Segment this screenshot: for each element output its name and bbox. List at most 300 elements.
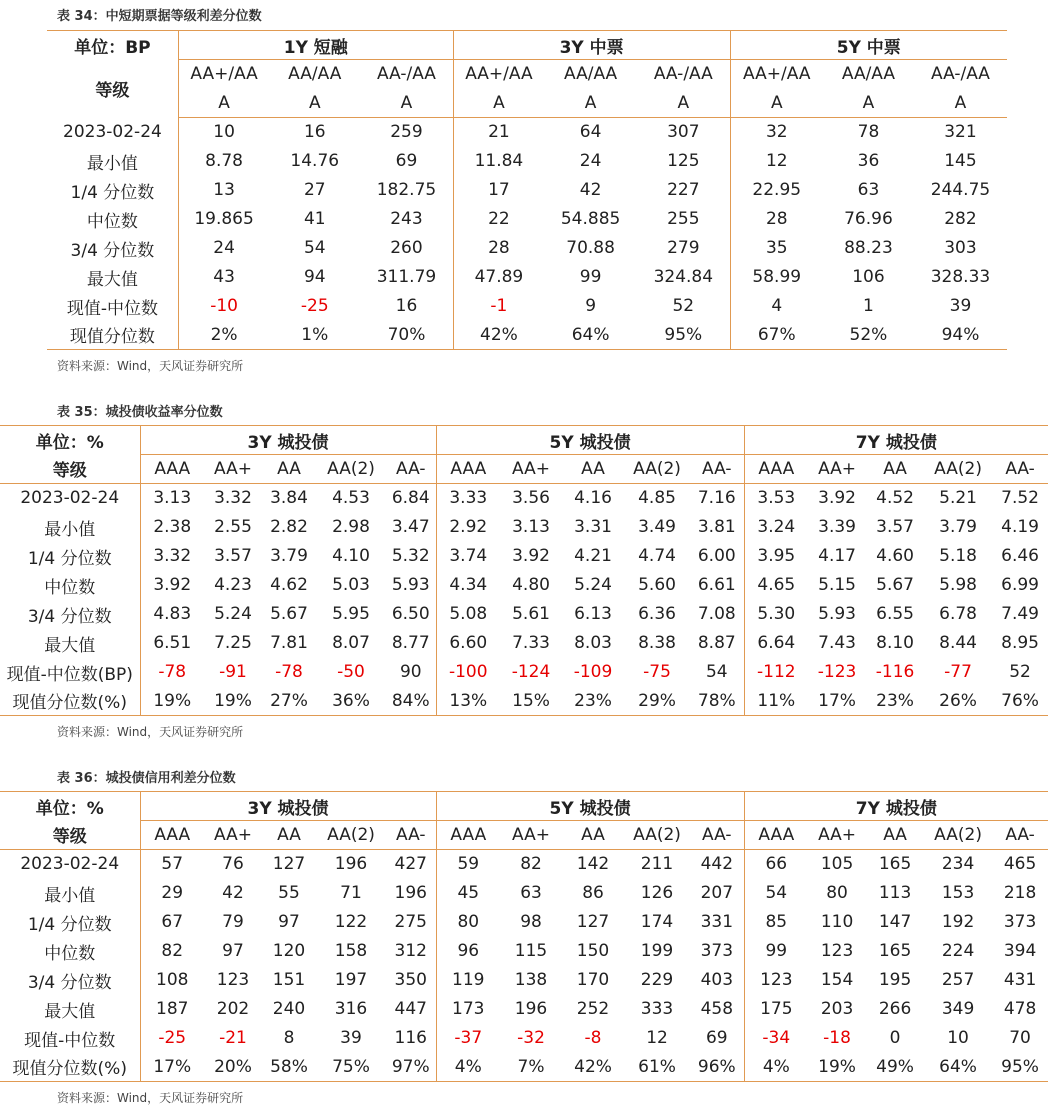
table-cell: 16 bbox=[395, 296, 418, 316]
column-header: AA bbox=[562, 821, 624, 850]
column-header: AA/AA bbox=[564, 64, 618, 85]
table-cell: 3.57 bbox=[214, 546, 252, 566]
table-cell: 138 bbox=[514, 970, 548, 990]
row-label: 最大值 bbox=[44, 1001, 96, 1022]
table-row bbox=[0, 687, 1048, 716]
column-header: AA- bbox=[386, 821, 436, 850]
group-header: 3Y 城投债 bbox=[140, 426, 436, 455]
table-cell: 312 bbox=[394, 941, 427, 961]
table-cell: 14.76 bbox=[290, 151, 340, 171]
table-cell: 67% bbox=[730, 321, 823, 350]
table-cell: 3.31 bbox=[574, 517, 612, 537]
table-cell: 28 bbox=[453, 234, 544, 263]
table-cell: 0 bbox=[889, 1028, 901, 1048]
table-cell: 5.93 bbox=[818, 604, 856, 624]
column-header: AAA bbox=[436, 821, 500, 850]
table-cell: 196 bbox=[334, 854, 368, 875]
group-header: 7Y 城投债 bbox=[744, 426, 1048, 455]
column-header: AA(2) bbox=[924, 821, 992, 850]
column-header: A bbox=[269, 89, 360, 118]
table-cell: 4.83 bbox=[140, 600, 204, 629]
table-cell: 6.51 bbox=[140, 629, 204, 658]
table-cell: 4.19 bbox=[1001, 517, 1039, 537]
table-cell: 97% bbox=[386, 1053, 436, 1082]
table-cell: 5.93 bbox=[391, 575, 430, 595]
table-cell: 6.36 bbox=[638, 604, 676, 624]
table-cell: 2.98 bbox=[332, 517, 370, 537]
table-cell: 10 bbox=[178, 118, 269, 147]
table-cell: 27% bbox=[262, 687, 316, 716]
table-cell: 49% bbox=[866, 1053, 924, 1082]
table-cell: 8.87 bbox=[697, 633, 736, 653]
table-cell: 69 bbox=[395, 151, 418, 171]
table-cell: 5.21 bbox=[939, 488, 977, 509]
table-cell: 150 bbox=[576, 941, 610, 961]
column-header: AA bbox=[262, 821, 316, 850]
table-cell: 106 bbox=[852, 267, 885, 287]
table-cell: 4% bbox=[436, 1053, 500, 1082]
unit-label: 单位：% bbox=[0, 426, 140, 455]
table-cell: 2% bbox=[178, 321, 269, 350]
table-cell: 6.13 bbox=[574, 604, 612, 624]
table-cell: 182.75 bbox=[376, 180, 437, 200]
table-34-source: 资料来源：Wind，天风证券研究所 bbox=[57, 359, 244, 373]
column-header: AA- bbox=[690, 821, 744, 850]
table-cell: 196 bbox=[514, 999, 548, 1019]
table-cell: 99 bbox=[579, 267, 602, 287]
table-cell: 3.84 bbox=[270, 488, 308, 509]
row-label: 2023-02-24 bbox=[20, 854, 120, 875]
table-cell: -75 bbox=[643, 662, 671, 682]
table-cell: 192 bbox=[941, 912, 975, 932]
table-cell: 6.46 bbox=[1001, 546, 1039, 566]
row-label: 1/4 分位数 bbox=[27, 548, 112, 569]
table-cell: 373 bbox=[700, 941, 734, 961]
table-cell: 7.25 bbox=[214, 633, 252, 653]
table-cell: 255 bbox=[667, 209, 700, 229]
table-cell: 9 bbox=[585, 296, 597, 316]
table-row bbox=[0, 600, 1048, 629]
table-row bbox=[0, 1053, 1048, 1082]
table-cell: 3.13 bbox=[140, 484, 204, 513]
column-header: AA/AA bbox=[841, 64, 896, 85]
table-cell: 123 bbox=[216, 970, 250, 990]
table-cell: 4.21 bbox=[574, 546, 612, 566]
table-cell: 47.89 bbox=[453, 263, 544, 292]
column-header: AA+/AA bbox=[730, 60, 823, 89]
row-label: 3/4 分位数 bbox=[70, 240, 155, 261]
table-cell: 3.32 bbox=[140, 542, 204, 571]
table-cell: 45 bbox=[436, 879, 500, 908]
table-cell: 4.65 bbox=[744, 571, 808, 600]
table-cell: 202 bbox=[216, 999, 250, 1019]
table-cell: 243 bbox=[390, 209, 423, 229]
table-cell: -34 bbox=[744, 1024, 808, 1053]
table-cell: 3.95 bbox=[744, 542, 808, 571]
table-cell: 3.74 bbox=[436, 542, 500, 571]
table-cell: -100 bbox=[436, 658, 500, 687]
table-cell: -50 bbox=[337, 662, 365, 682]
table-row bbox=[47, 292, 1007, 321]
row-label: 最小值 bbox=[86, 153, 138, 174]
table-cell: 5.24 bbox=[574, 575, 612, 595]
table-cell: 94 bbox=[303, 267, 326, 287]
row-label: 1/4 分位数 bbox=[70, 182, 155, 203]
row-label: 中位数 bbox=[86, 211, 138, 232]
table-cell: 4.17 bbox=[818, 546, 856, 566]
table-cell: -8 bbox=[584, 1028, 602, 1048]
table-cell: 119 bbox=[436, 966, 500, 995]
table-cell: 427 bbox=[394, 854, 427, 875]
table-cell: 19% bbox=[204, 687, 262, 716]
table-row bbox=[0, 513, 1048, 542]
table-cell: 20% bbox=[204, 1053, 262, 1082]
table-cell: 36 bbox=[857, 151, 880, 171]
table-cell: 70% bbox=[360, 321, 453, 350]
table-cell: 52 bbox=[1009, 662, 1031, 682]
table-cell: 6.55 bbox=[876, 604, 914, 624]
table-cell: 95% bbox=[992, 1053, 1048, 1082]
table-cell: 11.84 bbox=[453, 147, 544, 176]
table-cell: 3.56 bbox=[512, 488, 550, 509]
table-cell: -1 bbox=[453, 292, 544, 321]
table-cell: 321 bbox=[944, 122, 977, 143]
table-cell: 84% bbox=[386, 687, 436, 716]
table-row bbox=[0, 995, 1048, 1024]
group-header: 1Y 短融 bbox=[178, 31, 453, 60]
table-cell: 478 bbox=[1003, 999, 1037, 1019]
column-header: A bbox=[637, 89, 730, 118]
table-cell: -32 bbox=[517, 1028, 545, 1048]
row-label: 现值-中位数 bbox=[24, 1030, 116, 1051]
table-cell: 260 bbox=[390, 238, 423, 258]
table-cell: 10 bbox=[947, 1028, 969, 1048]
table-cell: 12 bbox=[730, 147, 823, 176]
table-cell: 4.74 bbox=[638, 546, 676, 566]
column-header: AA(2) bbox=[624, 455, 690, 484]
table-cell: 3.53 bbox=[744, 484, 808, 513]
table-cell: 266 bbox=[878, 999, 912, 1019]
table-cell: -116 bbox=[875, 662, 915, 682]
table-row bbox=[0, 879, 1048, 908]
table-cell: -123 bbox=[817, 662, 857, 682]
table-cell: 15% bbox=[500, 687, 562, 716]
column-header: AA bbox=[866, 455, 924, 484]
table-cell: 3.47 bbox=[391, 517, 430, 537]
table-cell: 151 bbox=[272, 970, 306, 990]
table-cell: 349 bbox=[941, 999, 975, 1019]
row-label: 2023-02-24 bbox=[63, 122, 162, 142]
table-cell: 5.61 bbox=[512, 604, 550, 624]
row-label: 现值分位数 bbox=[47, 321, 178, 350]
table-cell: -109 bbox=[573, 662, 613, 682]
table-cell: 333 bbox=[640, 999, 674, 1019]
table-cell: 24 bbox=[178, 234, 269, 263]
table-cell: 22 bbox=[453, 205, 544, 234]
table-cell: 8.78 bbox=[178, 147, 269, 176]
table-cell: 22.95 bbox=[730, 176, 823, 205]
table-cell: 4.10 bbox=[332, 546, 370, 566]
table-cell: 165 bbox=[878, 941, 912, 961]
table-cell: 3.57 bbox=[876, 517, 914, 537]
table-cell: 94% bbox=[914, 321, 1007, 350]
table-cell: 3.13 bbox=[512, 517, 550, 537]
table-cell: -21 bbox=[219, 1028, 247, 1048]
table-cell: 42 bbox=[222, 883, 244, 903]
table-cell: 52% bbox=[823, 321, 914, 350]
column-header: AA+ bbox=[500, 455, 562, 484]
table-cell: 76.96 bbox=[844, 209, 893, 229]
table-cell: 7.16 bbox=[697, 488, 736, 509]
table-cell: 218 bbox=[1003, 883, 1037, 903]
table-cell: 5.03 bbox=[332, 575, 370, 595]
table-cell: 4.85 bbox=[638, 488, 676, 509]
table-cell: 147 bbox=[878, 912, 912, 932]
table-cell: -78 bbox=[140, 658, 204, 687]
column-header: AA- bbox=[690, 455, 744, 484]
table-cell: 403 bbox=[700, 970, 734, 990]
column-header: A bbox=[914, 89, 1007, 118]
table-cell: 78 bbox=[857, 122, 880, 143]
table-cell: 4.80 bbox=[512, 575, 550, 595]
table-cell: 7% bbox=[500, 1053, 562, 1082]
table-cell: 105 bbox=[820, 854, 854, 875]
table-cell: 3.81 bbox=[697, 517, 736, 537]
table-cell: 244.75 bbox=[930, 180, 991, 200]
table-cell: 4.52 bbox=[876, 488, 914, 509]
table-cell: 275 bbox=[394, 912, 427, 932]
row-label: 现值分位数(%) bbox=[0, 1053, 140, 1082]
table-cell: 36% bbox=[316, 687, 386, 716]
table-cell: 108 bbox=[140, 966, 204, 995]
table-cell: 21 bbox=[453, 118, 544, 147]
table-cell: 126 bbox=[640, 883, 674, 903]
row-label: 3/4 分位数 bbox=[27, 606, 112, 627]
table-cell: 96 bbox=[436, 937, 500, 966]
grade-label: 等级 bbox=[0, 821, 140, 850]
table-35-source: 资料来源：Wind，天风证券研究所 bbox=[57, 725, 244, 739]
table-cell: 195 bbox=[878, 970, 912, 990]
table-cell: 153 bbox=[941, 883, 975, 903]
column-header: AA bbox=[562, 455, 624, 484]
table-cell: 207 bbox=[700, 883, 734, 903]
table-cell: 3.32 bbox=[214, 488, 252, 509]
table-cell: 3.79 bbox=[270, 546, 308, 566]
table-cell: 5.24 bbox=[214, 604, 252, 624]
table-cell: 7.08 bbox=[697, 604, 736, 624]
table-cell: 316 bbox=[334, 999, 368, 1019]
table-cell: 123 bbox=[820, 941, 854, 961]
table-cell: 3.24 bbox=[744, 513, 808, 542]
table-cell: 6.64 bbox=[744, 629, 808, 658]
table-cell: 54 bbox=[303, 238, 326, 258]
table-cell: 96% bbox=[690, 1053, 744, 1082]
table-cell: 28 bbox=[730, 205, 823, 234]
group-header: 5Y 城投债 bbox=[436, 792, 744, 821]
table-cell: 431 bbox=[1003, 970, 1037, 990]
table-cell: 324.84 bbox=[653, 267, 714, 287]
table-cell: 5.67 bbox=[270, 604, 308, 624]
row-label: 中位数 bbox=[44, 577, 96, 598]
table-row bbox=[0, 908, 1048, 937]
table-cell: 125 bbox=[667, 151, 700, 171]
table-cell: 123 bbox=[744, 966, 808, 995]
table-cell: 154 bbox=[820, 970, 854, 990]
row-label: 3/4 分位数 bbox=[27, 972, 112, 993]
table-row bbox=[47, 118, 1007, 147]
table-cell: 7.43 bbox=[818, 633, 856, 653]
group-header: 5Y 城投债 bbox=[436, 426, 744, 455]
table-cell: 24 bbox=[579, 151, 602, 171]
group-header: 7Y 城投债 bbox=[744, 792, 1048, 821]
table-cell: 116 bbox=[394, 1028, 427, 1048]
table-cell: 4.23 bbox=[214, 575, 252, 595]
table-row bbox=[47, 147, 1007, 176]
column-header: AA-/AA bbox=[930, 64, 990, 85]
table-cell: 54 bbox=[705, 662, 728, 682]
table-cell: 80 bbox=[436, 908, 500, 937]
table-row bbox=[0, 484, 1048, 513]
column-header: AA+ bbox=[808, 821, 866, 850]
table-cell: 88.23 bbox=[844, 238, 893, 258]
table-cell: 5.60 bbox=[638, 575, 676, 595]
table-cell: 328.33 bbox=[930, 267, 991, 287]
table-cell: 303 bbox=[944, 238, 977, 258]
table-cell: 82 bbox=[140, 937, 204, 966]
table-cell: 54.885 bbox=[560, 209, 621, 229]
column-header: AA bbox=[866, 821, 924, 850]
table-cell: 196 bbox=[394, 883, 427, 903]
table-cell: 42% bbox=[562, 1053, 624, 1082]
table-cell: 76 bbox=[222, 854, 244, 875]
table-cell: 4% bbox=[744, 1053, 808, 1082]
table-row bbox=[0, 542, 1048, 571]
table-cell: 61% bbox=[624, 1053, 690, 1082]
table-cell: 115 bbox=[514, 941, 548, 961]
table-cell: 99 bbox=[744, 937, 808, 966]
table-cell: 4.16 bbox=[574, 488, 612, 509]
table-cell: 174 bbox=[640, 912, 674, 932]
table-cell: 279 bbox=[667, 238, 700, 258]
table-cell: 199 bbox=[640, 941, 674, 961]
table-cell: 8.10 bbox=[876, 633, 914, 653]
table-cell: 8 bbox=[283, 1028, 295, 1048]
table-row bbox=[47, 263, 1007, 292]
table-cell: 19% bbox=[140, 687, 204, 716]
table-cell: 97 bbox=[222, 941, 244, 961]
table-cell: 2.82 bbox=[270, 517, 308, 537]
table-row bbox=[0, 571, 1048, 600]
table-cell: 70 bbox=[1009, 1028, 1031, 1048]
table-cell: 3.49 bbox=[638, 517, 676, 537]
table-cell: 42 bbox=[579, 180, 602, 200]
table-cell: 158 bbox=[334, 941, 368, 961]
table-cell: 52 bbox=[672, 296, 695, 316]
table-cell: 79 bbox=[222, 912, 244, 932]
table-cell: 29 bbox=[140, 879, 204, 908]
table-cell: 113 bbox=[878, 883, 912, 903]
table-cell: 142 bbox=[576, 854, 610, 875]
table-cell: 5.30 bbox=[744, 600, 808, 629]
row-label: 2023-02-24 bbox=[20, 488, 120, 509]
column-header: AA+ bbox=[204, 455, 262, 484]
table-cell: 59 bbox=[436, 850, 500, 879]
table-cell: 5.32 bbox=[391, 546, 430, 566]
table-cell: 3.39 bbox=[818, 517, 856, 537]
table-cell: 5.67 bbox=[876, 575, 914, 595]
table-cell: 97 bbox=[278, 912, 300, 932]
table-cell: 42% bbox=[453, 321, 544, 350]
table-cell: 29% bbox=[624, 687, 690, 716]
table-cell: 41 bbox=[303, 209, 326, 229]
table-cell: 7.49 bbox=[1001, 604, 1039, 624]
table-cell: 447 bbox=[394, 999, 427, 1019]
grade-label: 等级 bbox=[95, 81, 130, 101]
table-cell: 6.00 bbox=[697, 546, 736, 566]
table-cell: 75% bbox=[316, 1053, 386, 1082]
table-cell: 240 bbox=[272, 999, 306, 1019]
table-cell: 4.53 bbox=[332, 488, 370, 509]
row-label: 现值-中位数 bbox=[66, 298, 158, 319]
column-header: AA(2) bbox=[924, 455, 992, 484]
table-cell: 3.33 bbox=[436, 484, 500, 513]
column-header: AA-/AA bbox=[376, 64, 436, 85]
table-cell: 76% bbox=[992, 687, 1048, 716]
table-cell: 229 bbox=[640, 970, 674, 990]
table-cell: 7.81 bbox=[270, 633, 308, 653]
table-cell: 35 bbox=[730, 234, 823, 263]
table-cell: 282 bbox=[944, 209, 977, 229]
table-36-source: 资料来源：Wind，天风证券研究所 bbox=[57, 1091, 244, 1105]
column-header: AAA bbox=[744, 455, 808, 484]
table-cell: -124 bbox=[511, 662, 551, 682]
table-cell: 39 bbox=[949, 296, 972, 316]
table-cell: 71 bbox=[340, 883, 362, 903]
table-cell: 58% bbox=[262, 1053, 316, 1082]
table-cell: 465 bbox=[1003, 854, 1037, 875]
column-header: AA+/AA bbox=[453, 60, 544, 89]
table-cell: -25 bbox=[140, 1024, 204, 1053]
column-header: AA(2) bbox=[624, 821, 690, 850]
table-cell: 13 bbox=[178, 176, 269, 205]
table-cell: 173 bbox=[436, 995, 500, 1024]
table-cell: 55 bbox=[278, 883, 300, 903]
table-cell: 187 bbox=[140, 995, 204, 1024]
table-cell: 8.07 bbox=[332, 633, 370, 653]
column-header: AA+ bbox=[500, 821, 562, 850]
column-header: A bbox=[360, 89, 453, 118]
table-cell: 4 bbox=[730, 292, 823, 321]
column-header: AAA bbox=[744, 821, 808, 850]
table-cell: 5.15 bbox=[818, 575, 856, 595]
group-header: 3Y 中票 bbox=[453, 31, 730, 60]
column-header: AA- bbox=[992, 821, 1048, 850]
column-header: AA(2) bbox=[316, 455, 386, 484]
table-35-title: 表 35：城投债收益率分位数 bbox=[57, 405, 223, 420]
column-header: AA- bbox=[386, 455, 436, 484]
table-cell: 5.08 bbox=[436, 600, 500, 629]
group-header: 5Y 中票 bbox=[730, 31, 1007, 60]
table-cell: 6.50 bbox=[391, 604, 430, 624]
table-cell: -37 bbox=[436, 1024, 500, 1053]
column-header: A bbox=[730, 89, 823, 118]
table-cell: 120 bbox=[272, 941, 306, 961]
table-cell: 13% bbox=[436, 687, 500, 716]
table-cell: 110 bbox=[820, 912, 854, 932]
table-cell: 17% bbox=[140, 1053, 204, 1082]
table-cell: 331 bbox=[700, 912, 734, 932]
table-cell: 224 bbox=[941, 941, 975, 961]
